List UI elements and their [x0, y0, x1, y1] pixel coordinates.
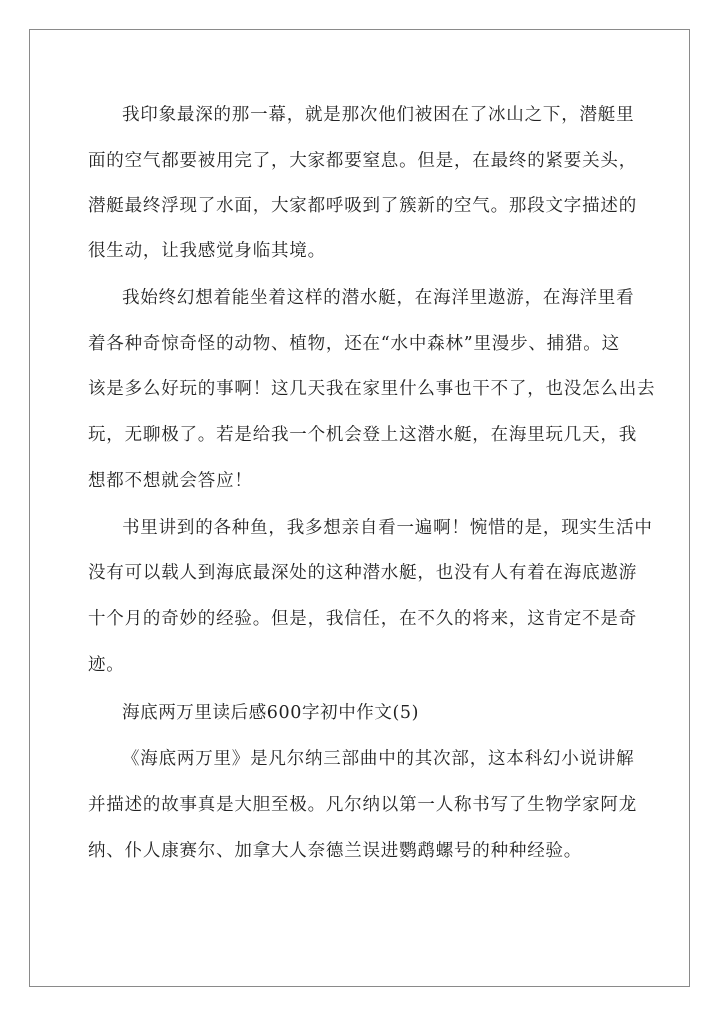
- paragraph-4-line-3: 纳、仆人康赛尔、加拿大人奈德兰误进鹦鹉螺号的种种经验。: [88, 841, 583, 861]
- paragraph-2-line-1: 我始终幻想着能坐着这样的潜水艇，在海洋里遨游，在海洋里看: [122, 288, 635, 308]
- paragraph-2-line-5: 想都不想就会答应！: [88, 471, 253, 491]
- paragraph-1-line-3: 潜艇最终浮现了水面，大家都呼吸到了簇新的空气。那段文字描述的: [88, 196, 637, 216]
- paragraph-1-line-4: 很生动，让我感觉身临其境。: [88, 241, 326, 261]
- paragraph-3-line-1: 书里讲到的各种鱼，我多想亲自看一遍啊！惋惜的是，现实生活中: [122, 518, 653, 538]
- paragraph-2-line-3: 该是多么好玩的事啊！这几天我在家里什么事也干不了，也没怎么出去: [88, 379, 656, 399]
- paragraph-1-line-1: 我印象最深的那一幕，就是那次他们被困在了冰山之下，潜艇里: [122, 105, 635, 125]
- paragraph-2-line-2: 着各种奇惊奇怪的动物、植物，还在“水中森林”里漫步、捕猎。这: [88, 334, 620, 354]
- paragraph-2-line-4: 玩，无聊极了。若是给我一个机会登上这潜水艇，在海里玩几天，我: [88, 425, 637, 445]
- paragraph-1-line-2: 面的空气都要被用完了，大家都要窒息。但是，在最终的紧要关头，: [88, 151, 637, 171]
- paragraph-4-line-1: 《海底两万里》是凡尔纳三部曲中的其次部，这本科幻小说讲解: [122, 749, 635, 769]
- section-heading: 海底两万里读后感600字初中作文(5): [122, 703, 420, 723]
- paragraph-3-line-3: 十个月的奇妙的经验。但是，我信任，在不久的将来，这肯定不是奇: [88, 609, 637, 629]
- paragraph-3-line-4: 迹。: [88, 655, 125, 675]
- paragraph-4-line-2: 并描述的故事真是大胆至极。凡尔纳以第一人称书写了生物学家阿龙: [88, 795, 637, 815]
- paragraph-3-line-2: 没有可以载人到海底最深处的这种潜水艇，也没有人有着在海底遨游: [88, 563, 637, 583]
